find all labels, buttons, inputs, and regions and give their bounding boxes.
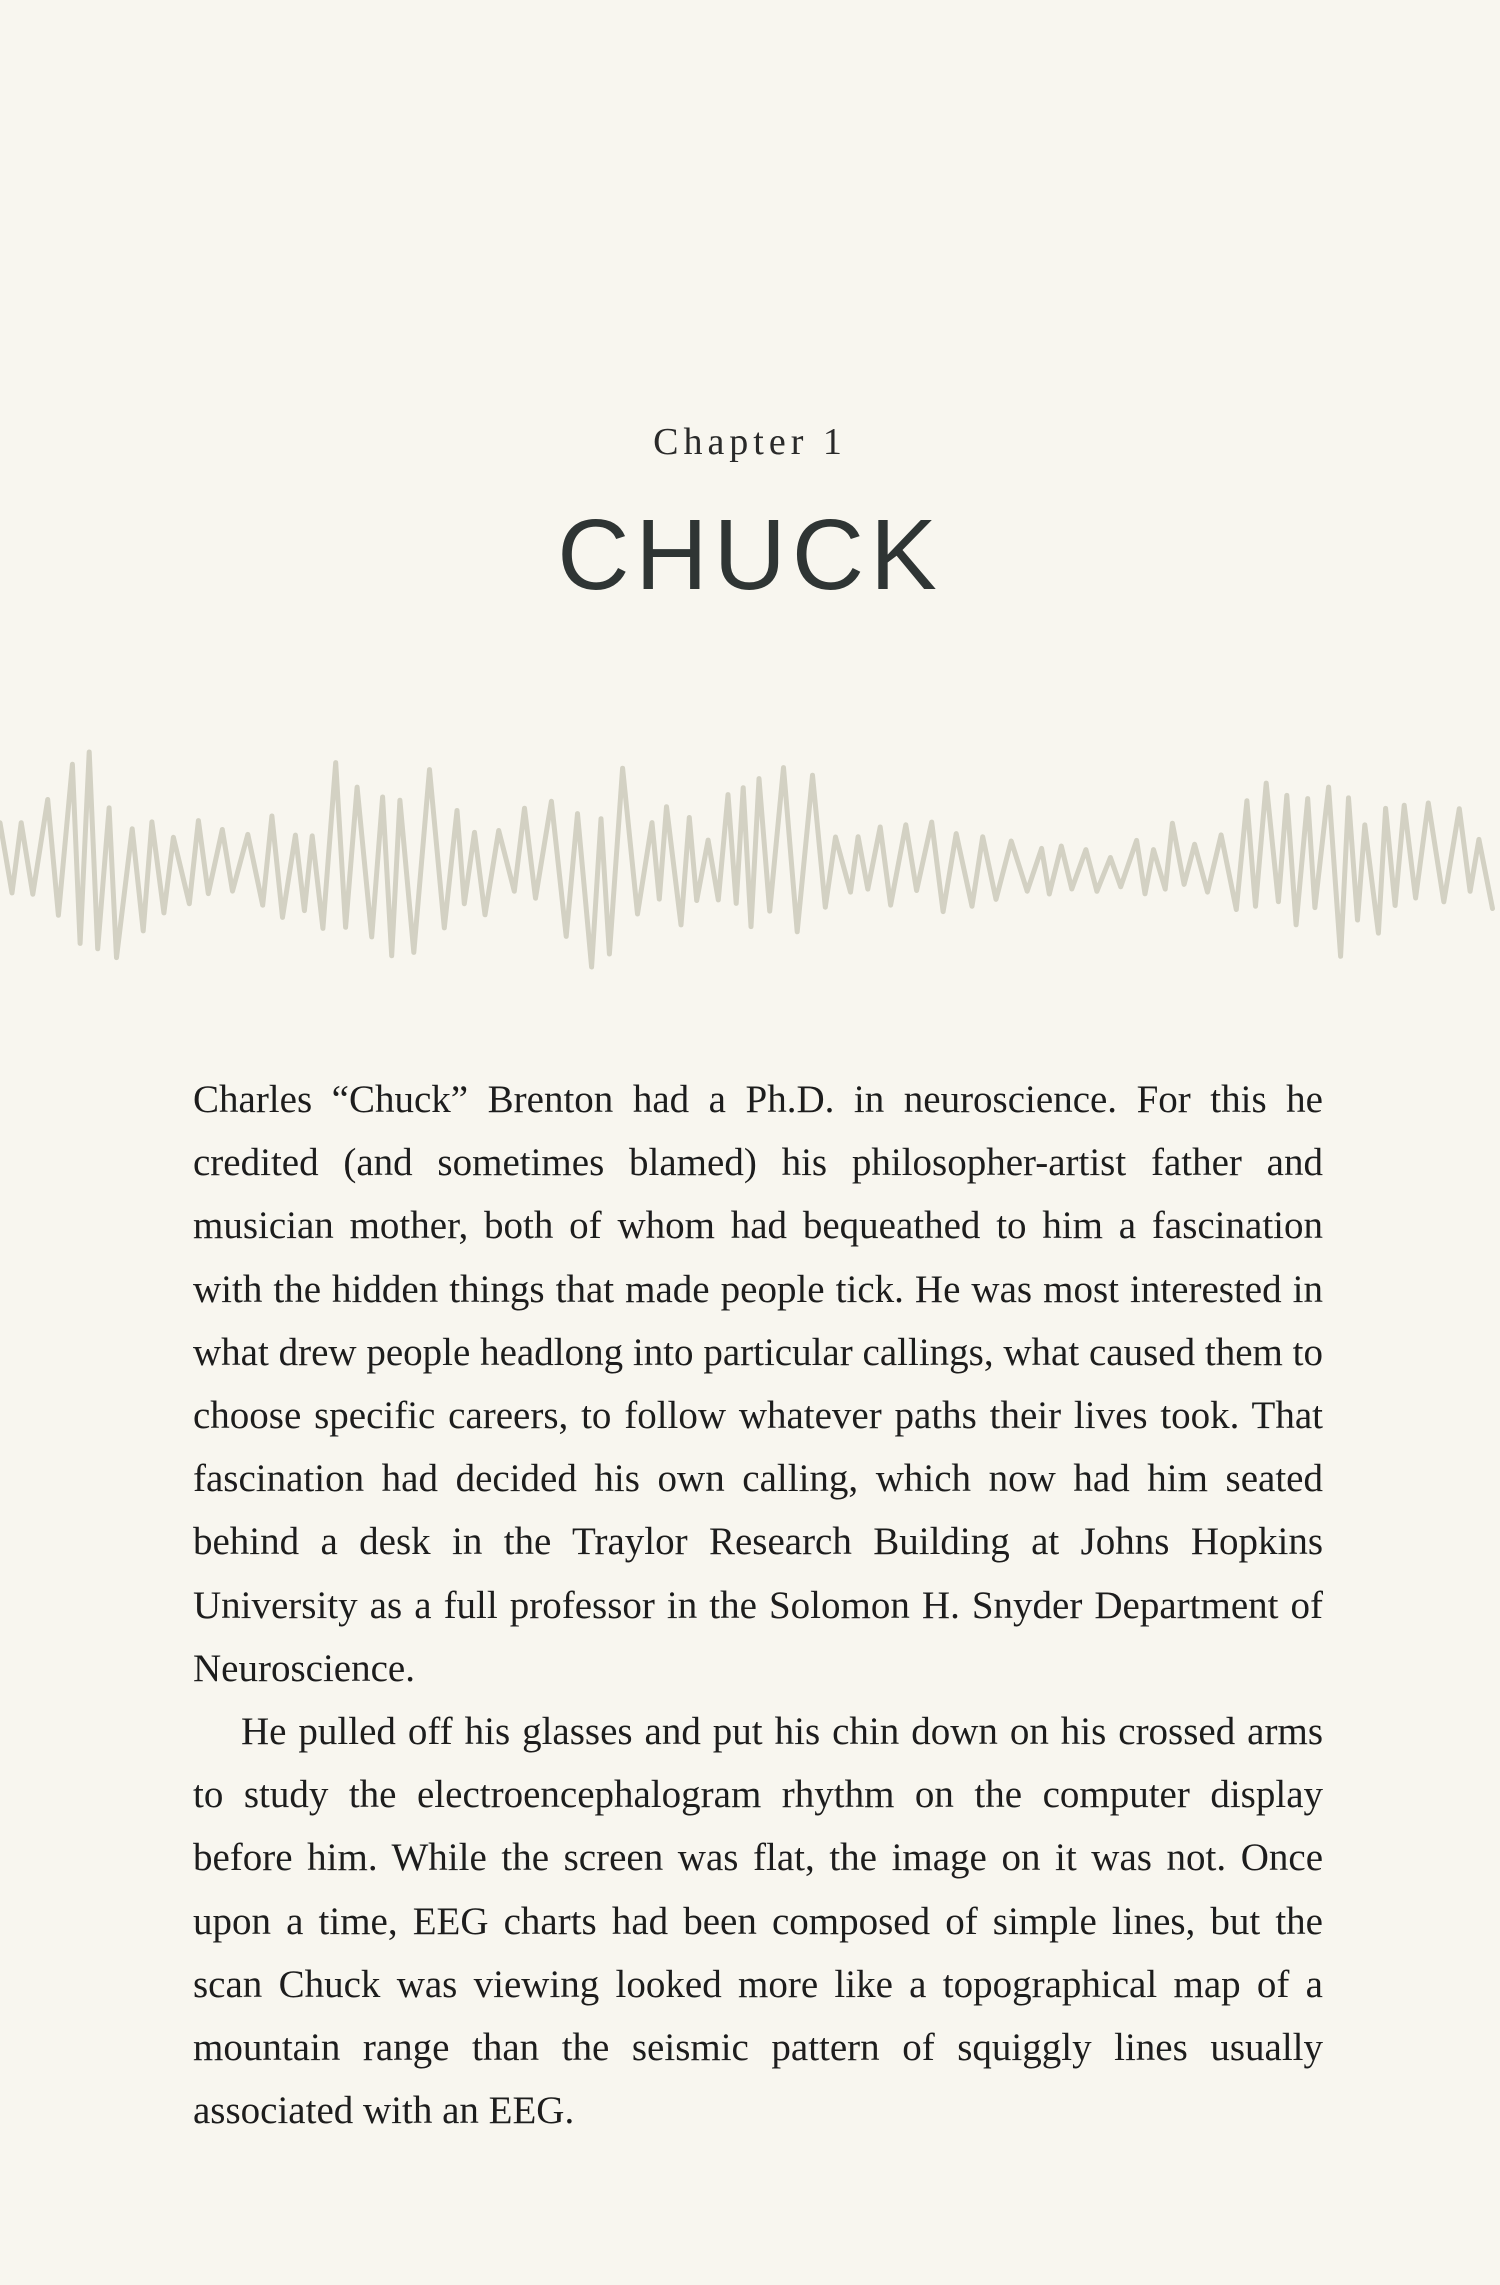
chapter-label: Chapter 1 — [653, 421, 847, 463]
chapter-body — [193, 1068, 1323, 2142]
body-paragraph-2: He pulled off his glasses and put his chin down on his crossed arms to study the electroencephalogram rhythm on the computer display before him. While the screen was flat, the image on it was not. Once upon a time, EEG charts had been composed of simple lines, but the scan Chuck was viewing looked more like a topographical map of a mountain range than the seismic pattern of squiggly lines usually associated with an EEG. — [193, 1710, 1323, 2133]
body-paragraph-1: Charles “Chuck” Brenton had a Ph.D. in neuroscience. For this he credited (and sometimes blamed) his philosopher-artist father and musician mother, both of whom had bequeathed to him a fascination with the hidden things that made people tick. He was most interested in what drew people headlong into particular callings, what caused them to choose specific careers, to follow whatever paths their lives took. That fascination had decided his own calling, which now had him seated behind a desk in the Traylor Research Building at Johns Hopkins University as a full professor in the Solomon H. Snyder Department of Neuroscience. — [193, 1078, 1323, 1690]
eeg-waveform-icon — [0, 660, 1500, 1060]
chapter-title: CHUCK — [557, 499, 943, 611]
